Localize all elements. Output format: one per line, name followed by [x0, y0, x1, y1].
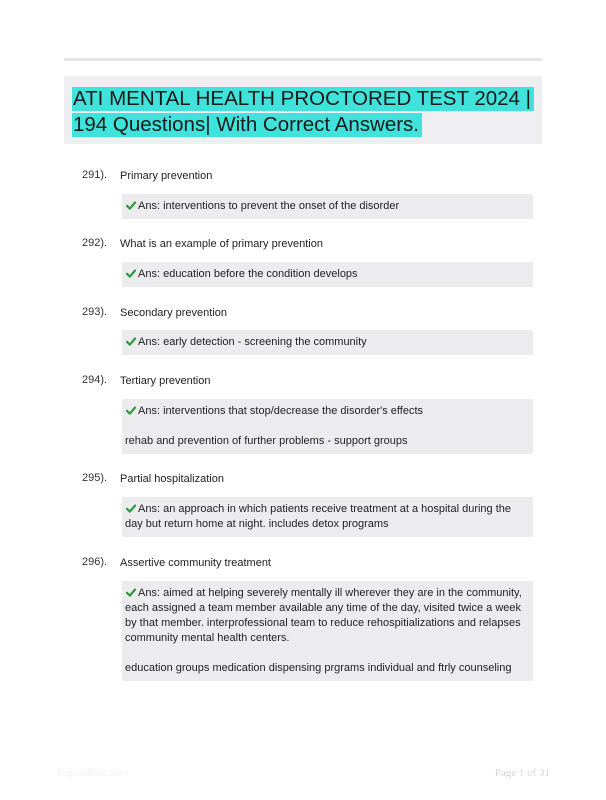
answer-text: education before the condition develops [163, 268, 358, 280]
title-highlight: ATI MENTAL HEALTH PROCTORED TEST 2024 | 194 Questions| With Correct Answers. [72, 87, 534, 137]
answer-box [122, 399, 533, 454]
answer-prefix: Ans: [138, 587, 161, 599]
document-title [72, 86, 542, 138]
question-text: Assertive community treatment [120, 557, 271, 569]
check-icon [126, 201, 136, 210]
answer-prefix: Ans: [138, 200, 161, 212]
question-number: 296). [82, 556, 108, 568]
answer-line [125, 267, 527, 282]
answer-box [122, 581, 533, 681]
question-number: 293). [82, 306, 108, 318]
answer-box [122, 330, 533, 355]
question-number: 291). [82, 169, 108, 181]
answer-line [125, 586, 527, 646]
answer-text: an approach in which patients receive treatment at a hospital during the day but return home at night. includes detox programs [125, 503, 512, 530]
check-icon [126, 504, 136, 513]
check-icon [126, 406, 136, 415]
title-banner [64, 76, 542, 144]
answer-box [122, 194, 533, 219]
question-text: Primary prevention [120, 170, 213, 182]
answer-line [125, 404, 527, 419]
top-divider [64, 58, 542, 61]
question-text: What is an example of primary prevention [120, 238, 323, 250]
answer-extra: rehab and prevention of further problems - support groups [125, 435, 408, 447]
check-icon [126, 337, 136, 346]
answer-line [125, 335, 527, 350]
answer-prefix: Ans: [138, 336, 161, 348]
answer-text: interventions that stop/decrease the disorder's effects [163, 405, 424, 417]
answer-prefix: Ans: [138, 503, 161, 515]
answer-text: aimed at helping severely mentally ill wherever they are in the community, each assigned a team member available any time of the day, visited twice a week by that member. interprofessional team to reduce rehospitializations and relapses community mental health centers. [125, 587, 522, 644]
answer-line [125, 199, 527, 214]
answer-line [125, 502, 527, 532]
question-number: 292). [82, 237, 108, 249]
question-number: 295). [82, 472, 108, 484]
answer-prefix: Ans: [138, 405, 161, 417]
page-number: Page 1 of 31 [494, 767, 550, 779]
check-icon [126, 588, 136, 597]
question-text: Tertiary prevention [120, 375, 211, 387]
answer-extra: education groups medication dispensing prgrams individual and ftrly counseling [125, 662, 512, 674]
question-text: Partial hospitalization [120, 473, 224, 485]
footer-watermark: Paperdfbtc.com [58, 768, 129, 779]
answer-prefix: Ans: [138, 268, 161, 280]
check-icon [126, 269, 136, 278]
answer-text: early detection - screening the community [163, 336, 367, 348]
question-number: 294). [82, 374, 108, 386]
question-text: Secondary prevention [120, 307, 228, 319]
answer-text: interventions to prevent the onset of the disorder [163, 200, 400, 212]
answer-box [122, 262, 533, 287]
answer-box [122, 497, 533, 537]
